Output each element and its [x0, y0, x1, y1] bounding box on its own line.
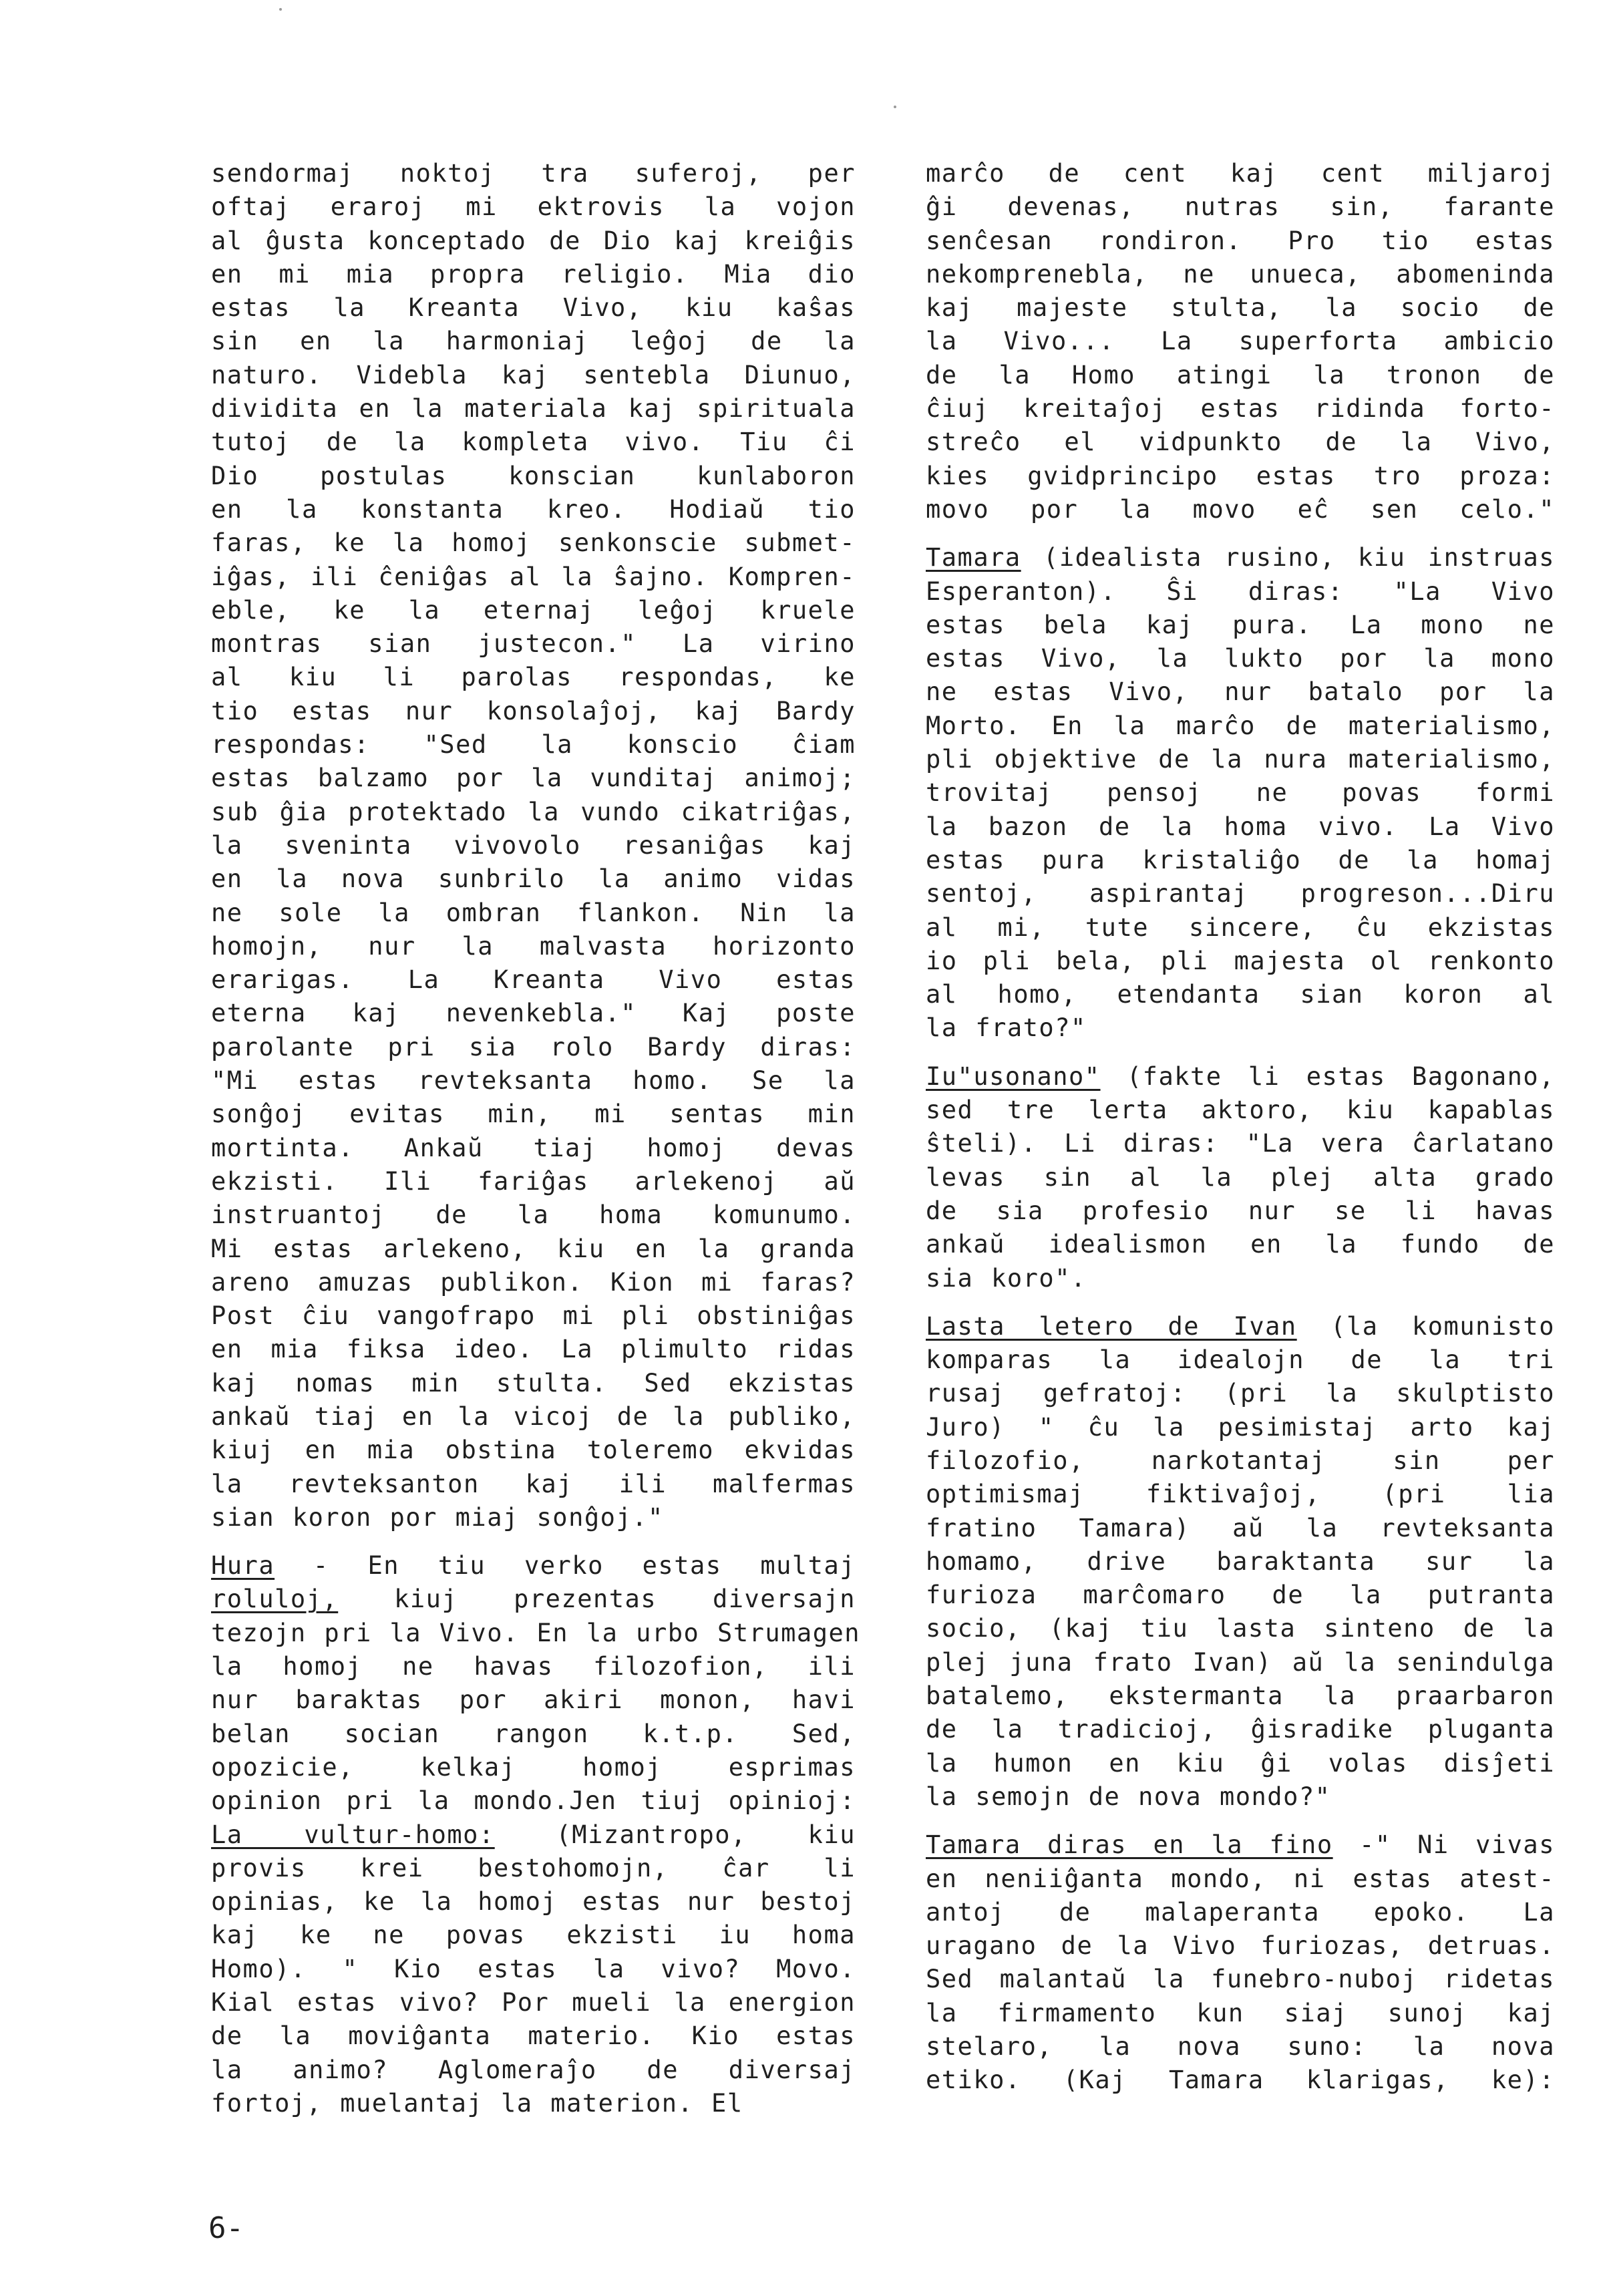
text-line: estas bela kaj pura. La mono ne — [926, 610, 1555, 639]
text-line: de sia profesio nur se li havas — [926, 1196, 1555, 1225]
text-line: estas pura kristaliĝo de la homaj — [926, 845, 1555, 874]
text-line: homamo, drive baraktanta sur la — [926, 1546, 1555, 1576]
text-line: en la konstanta kreo. Hodiaŭ tio — [211, 494, 856, 524]
text-line: plej juna frato Ivan) aŭ la senindulga — [926, 1647, 1555, 1677]
text-line: nur baraktas por akiri monon, havi — [211, 1685, 856, 1715]
paragraph-gap — [926, 526, 1555, 541]
text-line: erarigas. La Kreanta Vivo estas — [211, 965, 856, 995]
underlined-heading: Lasta letero de Ivan — [926, 1311, 1297, 1341]
text-line: kies gvidprincipo estas tro proza: — [926, 461, 1555, 490]
text-line: etiko. (Kaj Tamara klarigas, ke): — [926, 2066, 1555, 2095]
text-line: Mi estas arlekeno, kiu en la granda — [211, 1234, 856, 1263]
text-line: sonĝoj evitas min, mi sentas min — [211, 1100, 856, 1129]
text-line: Juro) " ĉu la pesimistaj arto kaj — [926, 1412, 1555, 1442]
text-line: areno amuzas publikon. Kion mi faras? — [211, 1267, 856, 1297]
text-line: la humon en kiu ĝi volas disĵeti — [926, 1748, 1555, 1778]
text-line: iĝas, ili ĉeniĝas al la ŝajno. Kompren- — [211, 562, 856, 591]
text-line: ankaŭ tiaj en la vicoj de la publiko, — [211, 1402, 856, 1431]
text-line: instruantoj de la homa komunumo. — [211, 1200, 856, 1230]
text-line: ŝteli). Li diras: "La vera ĉarlatano — [926, 1129, 1555, 1158]
text-line: Tamara (idealista rusino, kiu instruas — [926, 543, 1555, 572]
text-line: respondas: "Sed la konscio ĉiam — [211, 730, 856, 760]
text-line: roluloj, kiuj prezentas diversajn — [211, 1585, 856, 1614]
text-line: dividita en la materiala kaj spirituala — [211, 394, 856, 424]
text-line: opinias, ke la homoj estas nur bestoj — [211, 1887, 856, 1917]
text-line: Esperanton). Ŝi diras: "La Vivo — [926, 577, 1555, 606]
text-line: opinion pri la mondo.Jen tiuj opinioj: — [211, 1786, 856, 1816]
text-line: sentoj, aspirantaj progreson...Diru — [926, 879, 1555, 909]
paper-speck — [279, 8, 282, 11]
text-line: fratino Tamara) aŭ la revteksanta — [926, 1513, 1555, 1542]
text-line: opozicie, kelkaj homoj esprimas — [211, 1752, 856, 1782]
text-line: antoj de malaperanta epoko. La — [926, 1897, 1555, 1927]
text-line: la sveninta vivovolo resaniĝas kaj — [211, 830, 856, 860]
text-line: tio estas nur konsolaĵoj, kaj Bardy — [211, 696, 856, 725]
text-line: ankaŭ idealismon en la fundo de — [926, 1230, 1555, 1259]
text-line: komparas la idealojn de la tri — [926, 1345, 1555, 1375]
text-line: sia koro". — [926, 1263, 1087, 1293]
text-line: la homoj ne havas filozofion, ili — [211, 1652, 856, 1681]
underlined-heading: roluloj, — [211, 1585, 339, 1614]
text-line: de la Homo atingi la tronon de — [926, 360, 1555, 389]
text-line: al ĝusta konceptado de Dio kaj kreiĝis — [211, 226, 856, 255]
text-line: sin en la harmoniaj leĝoj de la — [211, 327, 856, 356]
text-line: uragano de la Vivo furiozas, detruas. — [926, 1931, 1555, 1961]
text-line: Kial estas vivo? Por mueli la energion — [211, 1988, 856, 2017]
text-line: sian koron por miaj sonĝoj." — [211, 1502, 664, 1532]
text-line: ne sole la ombran flankon. Nin la — [211, 898, 856, 927]
text-line: furioza marĉomaro de la putranta — [926, 1581, 1555, 1610]
text-line: rusaj gefratoj: (pri la skulptisto — [926, 1379, 1555, 1408]
text-line: al homo, etendanta sian koron al — [926, 980, 1555, 1009]
text-line: la frato?" — [926, 1013, 1087, 1043]
text-line: "Mi estas revteksanta homo. Se la — [211, 1066, 856, 1096]
text-line: streĉo el vidpunkto de la Vivo, — [926, 428, 1555, 457]
text-line: al mi, tute sincere, ĉu ekzistas — [926, 913, 1555, 942]
text-line: la semojn de nova mondo?" — [926, 1782, 1331, 1811]
text-line: en mia fiksa ideo. La plimulto ridas — [211, 1335, 856, 1364]
text-line: oftaj eraroj mi ektrovis la vojon — [211, 192, 856, 222]
paragraph-gap — [926, 1814, 1555, 1828]
left-column — [211, 157, 861, 2120]
text-line: Tamara diras en la fino -" Ni vivas — [926, 1830, 1555, 1860]
underlined-heading: Iu"usonano" — [926, 1061, 1101, 1091]
underlined-heading: Tamara — [926, 543, 1021, 572]
text-line: ekzisti. Ili fariĝas arlekenoj aŭ — [211, 1166, 856, 1196]
text-line: montras sian justecon." La virino — [211, 629, 856, 659]
text-line: levas sin al la plej alta grado — [926, 1162, 1555, 1192]
text-line: eble, ke la eternaj leĝoj kruele — [211, 595, 856, 625]
text-line: Hura - En tiu verko estas multaj — [211, 1551, 856, 1581]
text-line: fortoj, muelantaj la materion. El — [211, 2088, 743, 2118]
text-line: estas Vivo, la lukto por la mono — [926, 644, 1555, 673]
text-line: senĉesan rondiron. Pro tio estas — [926, 226, 1555, 255]
text-line: Iu"usonano" (fakte li estas Bagonano, — [926, 1061, 1555, 1091]
text-line: de la tradicioj, ĝisradike pluganta — [926, 1715, 1555, 1744]
text-line: la revteksanton kaj ili malfermas — [211, 1469, 856, 1498]
text-line: Homo). " Kio estas la vivo? Movo. — [211, 1954, 856, 1983]
text-line: optimismaj fiktivaĵoj, (pri lia — [926, 1480, 1555, 1509]
text-line: eterna kaj nevenkebla." Kaj poste — [211, 999, 856, 1028]
text-line: estas balzamo por la vunditaj animoj; — [211, 764, 856, 793]
text-line: tutoj de la kompleta vivo. Tiu ĉi — [211, 428, 856, 457]
right-column — [926, 157, 1555, 2098]
text-line: socio, (kaj tiu lasta sinteno de la — [926, 1614, 1555, 1643]
text-line: en la nova sunbrilo la animo vidas — [211, 864, 856, 894]
underlined-heading: La vultur-homo: — [211, 1820, 495, 1849]
text-line: ĝi devenas, nutras sin, farante — [926, 192, 1555, 222]
underlined-heading: Hura — [211, 1551, 275, 1581]
text-line: la animo? Aglomeraĵo de diversaj — [211, 2055, 856, 2084]
text-line: la bazon de la homa vivo. La Vivo — [926, 812, 1555, 841]
text-line: sub ĝia protektado la vundo cikatriĝas, — [211, 797, 856, 826]
text-line: pli objektive de la nura materialismo, — [926, 745, 1555, 774]
text-line: Sed malantaŭ la funebro-nuboj ridetas — [926, 1965, 1555, 1994]
text-line: Dio postulas konscian kunlaboron — [211, 461, 856, 490]
text-line: movo por la movo eĉ sen celo." — [926, 494, 1555, 524]
text-line: en neniiĝanta mondo, ni estas atest- — [926, 1864, 1555, 1893]
text-line: sendormaj noktoj tra suferoj, per — [211, 159, 856, 188]
paper-speck — [894, 106, 896, 108]
text-line: parolante pri sia rolo Bardy diras: — [211, 1032, 856, 1061]
text-line: stelaro, la nova suno: la nova — [926, 2032, 1555, 2062]
text-line: kiuj en mia obstina toleremo ekvidas — [211, 1436, 856, 1465]
text-line: tezojn pri la Vivo. En la urbo Strumagen — [211, 1618, 861, 1647]
text-line: Morto. En la marĉo de materialismo, — [926, 711, 1555, 740]
text-line: Post ĉiu vangofrapo mi pli obstiniĝas — [211, 1301, 856, 1331]
text-line: mortinta. Ankaŭ tiaj homoj devas — [211, 1133, 856, 1162]
text-line: la firmamento kun siaj sunoj kaj — [926, 1998, 1555, 2027]
text-line: marĉo de cent kaj cent miljaroj — [926, 159, 1555, 188]
text-line: la Vivo... La superforta ambicio — [926, 327, 1555, 356]
text-line: trovitaj pensoj ne povas formi — [926, 778, 1555, 808]
text-line: belan socian rangon k.t.p. Sed, — [211, 1719, 856, 1748]
underlined-heading: Tamara diras en la fino — [926, 1830, 1333, 1860]
text-line: provis krei bestohomojn, ĉar li — [211, 1853, 856, 1882]
text-line: de la moviĝanta materio. Kio estas — [211, 2021, 856, 2051]
text-line: La vultur-homo: (Mizantropo, kiu — [211, 1820, 856, 1849]
text-line: nekomprenebla, ne unueca, abomeninda — [926, 259, 1555, 289]
text-line: kaj majeste stulta, la socio de — [926, 293, 1555, 323]
text-line: faras, ke la homoj senkonscie submet- — [211, 528, 856, 558]
text-line: batalemo, ekstermanta la praarbaron — [926, 1681, 1555, 1711]
page-number: 6- — [208, 2211, 244, 2245]
text-line: ne estas Vivo, nur batalo por la — [926, 677, 1555, 707]
text-line: sed tre lerta aktoro, kiu kapablas — [926, 1096, 1555, 1125]
text-line: estas la Kreanta Vivo, kiu kaŝas — [211, 293, 856, 323]
text-line: Lasta letero de Ivan (la komunisto — [926, 1311, 1555, 1341]
text-line: al kiu li parolas respondas, ke — [211, 663, 856, 692]
paragraph-gap — [926, 1295, 1555, 1310]
text-line: kaj ke ne povas ekzisti iu homa — [211, 1921, 856, 1950]
text-line: ĉiuj kreitaĵoj estas ridinda forto- — [926, 394, 1555, 424]
text-line: en mi mia propra religio. Mia dio — [211, 259, 856, 289]
paragraph-gap — [211, 1534, 856, 1549]
text-line: io pli bela, pli majesta ol renkonto — [926, 946, 1555, 975]
text-line: kaj nomas min stulta. Sed ekzistas — [211, 1368, 856, 1398]
text-line: filozofio, narkotantaj sin per — [926, 1446, 1555, 1475]
paragraph-gap — [926, 1045, 1555, 1060]
text-line: naturo. Videbla kaj sentebla Diunuo, — [211, 360, 856, 389]
text-line: homojn, nur la malvasta horizonto — [211, 931, 856, 961]
